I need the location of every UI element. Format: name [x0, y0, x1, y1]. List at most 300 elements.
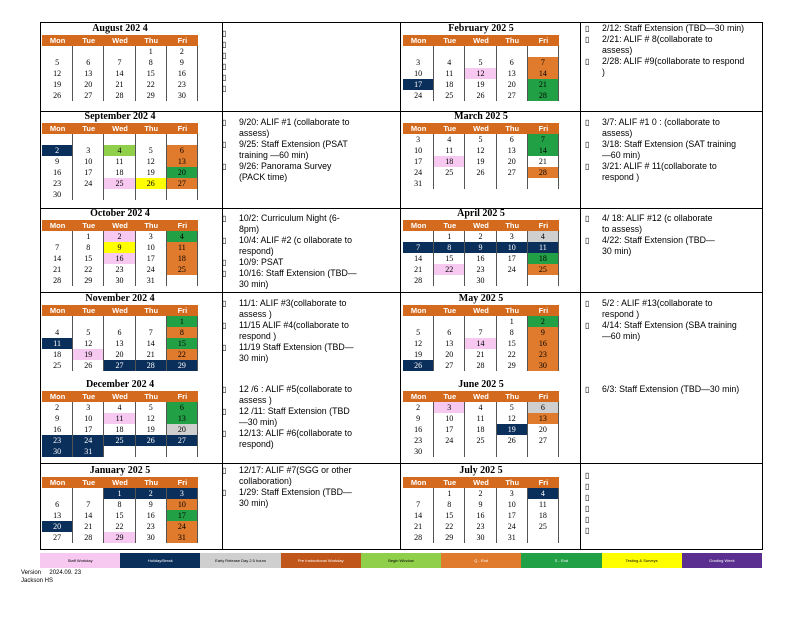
day-cell: 23: [136, 521, 167, 532]
day-cell: 18: [465, 424, 496, 435]
day-cell: 26: [403, 360, 434, 371]
day-cell: [73, 189, 104, 200]
day-cell: 1: [497, 316, 528, 327]
event-item: ▯ 12/17: ALIF #7(SGG or other collaboration): [222, 465, 357, 487]
events-oct: [222, 213, 357, 290]
day-cell: 7: [104, 57, 135, 68]
day-cell: 9: [465, 499, 496, 510]
day-cell: 20: [167, 424, 198, 435]
weekday-header: [403, 477, 559, 488]
day-cell: 30: [104, 275, 135, 286]
weekday-header: [42, 477, 198, 488]
day-cell: 3: [403, 134, 434, 145]
day-cell: 23: [403, 435, 434, 446]
day-cell: 4: [434, 57, 465, 68]
day-cell: 9: [42, 413, 73, 424]
day-cell: 10: [497, 499, 528, 510]
events-sep: [222, 117, 357, 183]
event-item: ▯ 2/28: ALIF #9(collaborate to respond ): [585, 56, 745, 78]
month-nov: [42, 293, 198, 371]
day-cell: 11: [167, 242, 198, 253]
day-cell: 23: [528, 349, 559, 360]
month-jan: [42, 465, 198, 543]
weekday-label: Mon: [410, 36, 427, 45]
day-cell: 2: [528, 316, 559, 327]
legend-item: Staff Workday: [40, 553, 120, 568]
day-cell: 24: [136, 264, 167, 275]
weekday-label: Fri: [538, 478, 549, 487]
weekday-label: Tue: [443, 306, 457, 315]
day-cell: 27: [104, 360, 135, 371]
day-cell: [136, 189, 167, 200]
day-cell: 29: [73, 275, 104, 286]
day-cell: 6: [104, 327, 135, 338]
day-cell: 31: [136, 275, 167, 286]
day-cell: 17: [73, 424, 104, 435]
day-cell: 6: [167, 145, 198, 156]
weekday-header: [42, 391, 198, 402]
day-cell: 1: [73, 231, 104, 242]
day-cell: [42, 316, 73, 327]
day-cell: 1: [167, 316, 198, 327]
day-cell: 9: [528, 327, 559, 338]
day-cell: 5: [136, 145, 167, 156]
weekday-label: Tue: [82, 221, 96, 230]
event-item: ▯ 5/2 : ALIF #13(collaborate to respond ): [585, 298, 745, 320]
day-cell: [167, 189, 198, 200]
day-cell: 4: [167, 231, 198, 242]
day-cell: 4: [528, 488, 559, 499]
day-cell: 9: [104, 242, 135, 253]
day-cell: [434, 178, 465, 189]
legend-item: Holiday/Break: [120, 553, 200, 568]
day-cell: 14: [528, 68, 559, 79]
day-cell: 9: [42, 156, 73, 167]
day-grid: [42, 46, 198, 101]
day-cell: 22: [73, 264, 104, 275]
weekday-label: Mon: [49, 36, 66, 45]
day-cell: [497, 178, 528, 189]
event-item: ▯ 2/12: Staff Extension (TBD—30 min): [585, 23, 745, 34]
version-label: Version: [21, 570, 42, 576]
weekday-label: Fri: [538, 392, 549, 401]
day-cell: 4: [104, 145, 135, 156]
day-cell: [104, 316, 135, 327]
day-cell: 9: [136, 499, 167, 510]
day-cell: [465, 446, 496, 457]
day-cell: 25: [528, 521, 559, 532]
day-cell: 5: [136, 402, 167, 413]
day-cell: 28: [465, 360, 496, 371]
day-cell: 30: [528, 360, 559, 371]
day-cell: 14: [465, 338, 496, 349]
weekday-label: Fri: [538, 306, 549, 315]
month-oct: [42, 208, 198, 286]
day-cell: 6: [434, 327, 465, 338]
day-cell: 23: [167, 79, 198, 90]
day-cell: 14: [403, 253, 434, 264]
day-cell: [497, 446, 528, 457]
day-cell: [136, 134, 167, 145]
event-item: [585, 492, 745, 503]
day-cell: 24: [497, 521, 528, 532]
weekday-label: Wed: [112, 36, 128, 45]
weekday-label: Wed: [112, 221, 128, 230]
day-cell: 26: [136, 435, 167, 446]
weekday-label: Wed: [473, 36, 489, 45]
weekday-label: Tue: [82, 478, 96, 487]
day-cell: 31: [167, 532, 198, 543]
day-cell: 21: [403, 521, 434, 532]
weekday-label: Wed: [473, 221, 489, 230]
events-may: [585, 298, 745, 342]
day-cell: 14: [136, 338, 167, 349]
day-cell: 20: [104, 349, 135, 360]
day-cell: 14: [528, 145, 559, 156]
event-item: ▯ 10/2: Curriculum Night (6-8pm): [222, 213, 357, 235]
day-cell: 1: [104, 488, 135, 499]
day-cell: 3: [73, 402, 104, 413]
weekday-label: Fri: [177, 221, 188, 230]
day-cell: 8: [167, 327, 198, 338]
day-cell: 7: [528, 57, 559, 68]
weekday-label: Thu: [505, 221, 520, 230]
day-cell: 21: [465, 349, 496, 360]
weekday-label: Wed: [112, 392, 128, 401]
day-cell: 2: [136, 488, 167, 499]
day-cell: 11: [42, 338, 73, 349]
day-cell: 8: [497, 327, 528, 338]
month-feb: [403, 23, 559, 101]
weekday-label: Thu: [144, 478, 159, 487]
day-cell: 24: [73, 435, 104, 446]
weekday-label: Fri: [177, 392, 188, 401]
day-cell: 21: [136, 349, 167, 360]
day-cell: 28: [528, 90, 559, 101]
day-cell: 23: [42, 178, 73, 189]
day-cell: 11: [528, 242, 559, 253]
day-grid: [403, 488, 559, 543]
day-cell: 24: [73, 178, 104, 189]
legend-item: S - End: [521, 553, 601, 568]
day-cell: 26: [73, 360, 104, 371]
day-cell: 26: [465, 167, 496, 178]
weekday-header: [403, 305, 559, 316]
day-cell: 23: [465, 264, 496, 275]
weekday-label: Fri: [177, 124, 188, 133]
day-cell: [528, 275, 559, 286]
day-cell: 20: [167, 167, 198, 178]
day-cell: 13: [528, 413, 559, 424]
day-cell: 7: [42, 242, 73, 253]
day-cell: 7: [73, 499, 104, 510]
day-cell: [73, 488, 104, 499]
day-cell: 25: [528, 264, 559, 275]
day-cell: 31: [497, 532, 528, 543]
event-item: ▯ 2/21: ALIF # 8(collaborate to assess): [585, 34, 745, 56]
day-cell: 1: [434, 488, 465, 499]
day-cell: 22: [167, 349, 198, 360]
day-cell: 7: [528, 134, 559, 145]
day-cell: 4: [434, 134, 465, 145]
month-title: February 202 5: [448, 23, 514, 34]
day-cell: 11: [104, 156, 135, 167]
weekday-label: Fri: [177, 306, 188, 315]
day-cell: [497, 46, 528, 57]
weekday-label: Fri: [538, 221, 549, 230]
weekday-label: Thu: [505, 478, 520, 487]
event-item: ▯ 10/9: PSAT: [222, 257, 357, 268]
event-item: ▯ 9/20: ALIF #1 (collaborate to assess): [222, 117, 357, 139]
event-item: [585, 503, 745, 514]
weekday-label: Tue: [82, 124, 96, 133]
events-dec: [222, 384, 357, 450]
day-cell: 2: [104, 231, 135, 242]
day-cell: 22: [136, 79, 167, 90]
day-cell: 10: [497, 242, 528, 253]
event-item: ▯ 3/21: ALIF # 11(collaborate to respond ): [585, 161, 745, 183]
day-cell: 25: [434, 90, 465, 101]
day-cell: 30: [42, 446, 73, 457]
legend-item: Grading Week: [682, 553, 762, 568]
day-cell: 27: [434, 360, 465, 371]
event-item: [222, 61, 357, 72]
day-cell: [434, 446, 465, 457]
day-cell: [403, 488, 434, 499]
day-cell: 16: [42, 424, 73, 435]
day-cell: 10: [167, 499, 198, 510]
day-cell: 27: [497, 90, 528, 101]
weekday-label: Mon: [410, 221, 427, 230]
day-cell: [104, 134, 135, 145]
day-cell: 1: [434, 231, 465, 242]
events-apr: [585, 213, 720, 257]
month-sep: [42, 111, 198, 200]
day-grid: [403, 402, 559, 457]
day-cell: 30: [403, 446, 434, 457]
events-jan: [222, 465, 357, 509]
day-cell: 4: [42, 327, 73, 338]
day-cell: 3: [403, 57, 434, 68]
event-item: ▯ 11/1: ALIF #3(collaborate to assess ): [222, 298, 357, 320]
weekday-label: Thu: [505, 124, 520, 133]
day-grid: [42, 402, 198, 457]
month-title: June 202 5: [458, 379, 504, 390]
event-item: ▯ 9/26: Panorama Survey (PACK time): [222, 161, 357, 183]
day-cell: 16: [403, 424, 434, 435]
day-cell: 25: [104, 178, 135, 189]
event-item: [585, 470, 745, 481]
day-cell: [528, 178, 559, 189]
day-cell: 19: [136, 424, 167, 435]
day-cell: [167, 446, 198, 457]
weekday-label: Mon: [49, 478, 66, 487]
month-title: April 202 5: [457, 208, 505, 219]
day-cell: 10: [403, 145, 434, 156]
events-feb: [585, 23, 745, 78]
day-cell: 26: [42, 90, 73, 101]
day-cell: 18: [434, 79, 465, 90]
event-item: ▯ 4/14: Staff Extension (SBA training —60 min): [585, 320, 745, 342]
day-cell: 23: [104, 264, 135, 275]
day-cell: 18: [104, 167, 135, 178]
day-cell: 6: [497, 57, 528, 68]
weekday-header: [42, 305, 198, 316]
day-cell: 8: [434, 242, 465, 253]
day-grid: [403, 134, 559, 189]
day-cell: 30: [42, 189, 73, 200]
day-cell: 22: [434, 521, 465, 532]
weekday-label: Fri: [538, 124, 549, 133]
day-cell: 13: [497, 145, 528, 156]
day-cell: 11: [528, 499, 559, 510]
legend-item: Pre Instructional Workday: [281, 553, 361, 568]
weekday-label: Fri: [177, 478, 188, 487]
weekday-label: Tue: [443, 124, 457, 133]
day-cell: [434, 275, 465, 286]
version-value: 2024.09. 23: [49, 570, 82, 576]
day-cell: 28: [104, 90, 135, 101]
day-cell: 4: [528, 231, 559, 242]
day-cell: 21: [104, 79, 135, 90]
day-cell: 12: [136, 413, 167, 424]
weekday-header: [42, 123, 198, 134]
day-cell: 20: [497, 156, 528, 167]
event-item: [222, 39, 357, 50]
day-cell: 10: [434, 413, 465, 424]
month-title: October 202 4: [90, 208, 150, 219]
day-cell: 2: [465, 231, 496, 242]
day-cell: 11: [465, 413, 496, 424]
day-cell: 27: [42, 532, 73, 543]
day-cell: [136, 446, 167, 457]
month-title: May 202 5: [458, 293, 504, 304]
day-cell: 2: [403, 402, 434, 413]
day-cell: 3: [434, 402, 465, 413]
day-cell: 15: [104, 510, 135, 521]
month-dec: [42, 379, 198, 457]
event-item: ▯ 12 /6 : ALIF #5(collaborate to assess ): [222, 384, 357, 406]
day-cell: 26: [136, 178, 167, 189]
day-cell: 9: [167, 57, 198, 68]
day-cell: 13: [104, 338, 135, 349]
day-cell: [73, 46, 104, 57]
day-cell: 7: [403, 242, 434, 253]
day-cell: 5: [465, 134, 496, 145]
month-aug: [42, 23, 198, 101]
day-cell: 24: [434, 435, 465, 446]
day-cell: 13: [42, 510, 73, 521]
day-cell: 12: [42, 68, 73, 79]
weekday-header: [403, 391, 559, 402]
day-cell: 28: [528, 167, 559, 178]
weekday-header: [42, 220, 198, 231]
day-cell: 5: [497, 402, 528, 413]
day-grid: [403, 231, 559, 286]
day-cell: 19: [73, 349, 104, 360]
day-cell: 3: [136, 231, 167, 242]
weekday-label: Tue: [443, 221, 457, 230]
weekday-label: Mon: [49, 221, 66, 230]
day-cell: 18: [528, 253, 559, 264]
month-title: December 202 4: [85, 379, 155, 390]
day-cell: 2: [167, 46, 198, 57]
weekday-label: Thu: [144, 124, 159, 133]
day-cell: 30: [465, 532, 496, 543]
day-cell: 27: [167, 178, 198, 189]
event-item: [222, 28, 357, 39]
weekday-label: Mon: [410, 306, 427, 315]
event-item: [222, 72, 357, 83]
day-grid: [42, 231, 198, 286]
day-cell: 3: [497, 488, 528, 499]
day-cell: 30: [465, 275, 496, 286]
day-cell: [403, 231, 434, 242]
day-cell: [136, 316, 167, 327]
day-cell: 25: [465, 435, 496, 446]
day-cell: 27: [167, 435, 198, 446]
day-cell: [167, 134, 198, 145]
day-cell: 10: [136, 242, 167, 253]
day-cell: 8: [434, 499, 465, 510]
weekday-label: Tue: [82, 392, 96, 401]
day-cell: 24: [403, 167, 434, 178]
day-cell: [104, 46, 135, 57]
day-cell: 10: [73, 156, 104, 167]
day-cell: 9: [465, 242, 496, 253]
day-cell: 13: [167, 156, 198, 167]
day-cell: 14: [73, 510, 104, 521]
legend-item: Early Release Day 2.5 hours: [200, 553, 280, 568]
day-cell: [497, 275, 528, 286]
day-cell: 1: [136, 46, 167, 57]
day-cell: [403, 46, 434, 57]
month-jun: [403, 379, 559, 457]
day-cell: 25: [42, 360, 73, 371]
month-jul: [403, 465, 559, 543]
day-cell: [42, 46, 73, 57]
event-item: ▯ 6/3: Staff Extension (TBD—30 min): [585, 384, 745, 395]
weekday-label: Mon: [49, 306, 66, 315]
day-cell: 28: [42, 275, 73, 286]
event-item: [585, 525, 745, 536]
day-cell: 19: [497, 424, 528, 435]
day-cell: 3: [167, 488, 198, 499]
day-cell: [528, 46, 559, 57]
day-cell: [73, 134, 104, 145]
day-cell: 25: [167, 264, 198, 275]
day-cell: 20: [528, 424, 559, 435]
day-cell: 29: [104, 532, 135, 543]
month-title: September 202 4: [84, 111, 156, 122]
day-cell: 16: [104, 253, 135, 264]
day-cell: 21: [403, 264, 434, 275]
day-cell: [434, 316, 465, 327]
day-cell: 31: [73, 446, 104, 457]
day-cell: 15: [434, 510, 465, 521]
day-cell: 3: [73, 145, 104, 156]
weekday-header: [403, 220, 559, 231]
legend-item: Testing & Surveys: [602, 553, 682, 568]
day-cell: 12: [73, 338, 104, 349]
day-cell: 19: [465, 156, 496, 167]
legend-item: Q - End: [441, 553, 521, 568]
month-title: March 202 5: [454, 111, 508, 122]
day-cell: 14: [104, 68, 135, 79]
day-cell: 6: [73, 57, 104, 68]
weekday-label: Thu: [144, 221, 159, 230]
day-cell: 21: [528, 156, 559, 167]
